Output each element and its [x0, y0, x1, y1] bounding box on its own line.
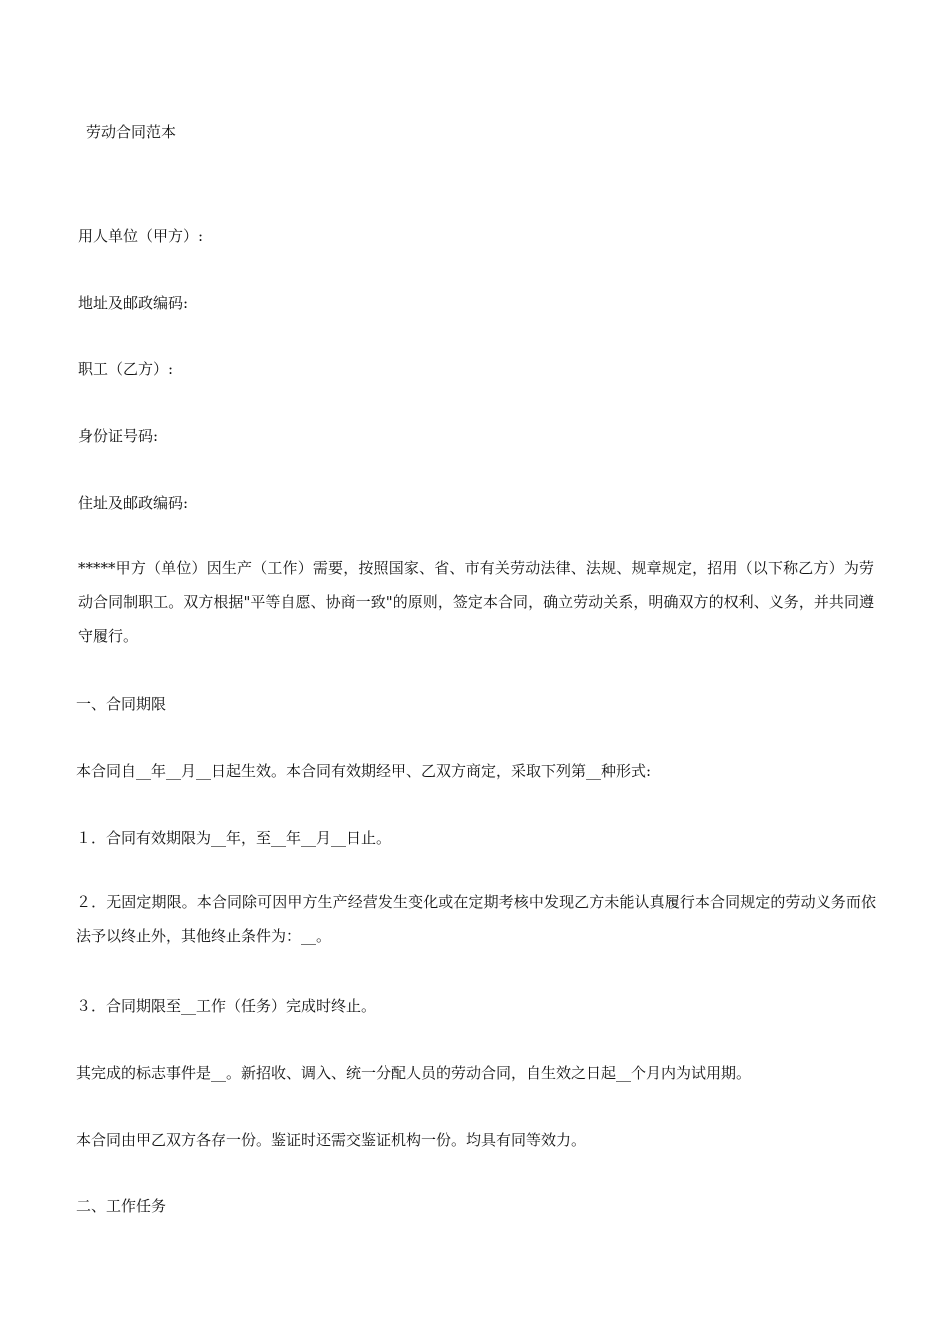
- term-option-1: １．合同有效期限为__年，至__年__月__日止。: [76, 829, 392, 847]
- employer-field-label: 用人单位（甲方）:: [78, 227, 204, 245]
- completion-paragraph: 其完成的标志事件是__。新招收、调入、统一分配人员的劳动合同，自生效之日起__个月内为试用期。: [76, 1064, 752, 1082]
- id-number-label: 身份证号码:: [78, 427, 159, 445]
- employee-field-label: 职工（乙方）:: [78, 360, 174, 378]
- copies-paragraph: 本合同由甲乙双方各存一份。鉴证时还需交鉴证机构一份。均具有同等效力。: [76, 1131, 587, 1149]
- term-option-2: ２．无固定期限。本合同除可因甲方生产经营发生变化或在定期考核中发现乙方未能认真履行本合同规定的劳动义务而依法予以终止外，其他终止条件为：__。: [76, 893, 876, 945]
- section-1-heading: 一、合同期限: [76, 695, 167, 713]
- section-2-heading: 二、工作任务: [76, 1197, 167, 1215]
- term-paragraph: 本合同自__年__月__日起生效。本合同有效期经甲、乙双方商定，采取下列第__种形式:: [76, 762, 652, 780]
- intro-paragraph: *****甲方（单位）因生产（工作）需要，按照国家、省、市有关劳动法律、法规、规章规定，招用（以下称乙方）为劳动合同制职工。双方根据"平等自愿、协商一致"的原则，签定本合同，确立劳动关系，明确双方的权利、义务，并共同遵守履行。: [78, 559, 874, 645]
- employee-address-label: 住址及邮政编码:: [78, 494, 189, 512]
- employer-address-label: 地址及邮政编码:: [78, 294, 189, 312]
- document-title: 劳动合同范本: [86, 123, 177, 141]
- term-option-3: ３．合同期限至__工作（任务）完成时终止。: [76, 997, 377, 1015]
